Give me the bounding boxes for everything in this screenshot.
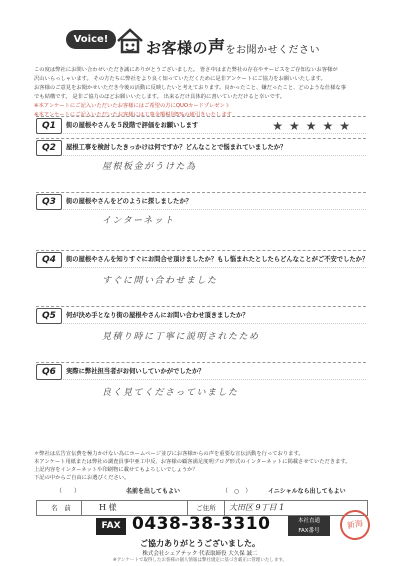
initial-option-label: イニシャルなら出してもよい [268, 488, 346, 495]
house-icon [116, 27, 144, 55]
question-header [36, 139, 366, 156]
intro-line: でも結構です。 是非ご協力のほどお願いいたします。 出来るだけ具体的に書いていただけると幸いです。 [34, 94, 286, 100]
name-option-label: 名前を出してもよい [126, 488, 181, 495]
note-line: 下記の中からご自由にお選びください。 [34, 475, 130, 481]
fax-logo: FAX [96, 518, 126, 535]
question-header [36, 363, 366, 380]
page-title [146, 33, 320, 58]
address-field[interactable]: 大田区 9丁目 1 [229, 503, 285, 512]
title-part-1: お客様の [146, 39, 209, 57]
title-part-2: 声 [208, 38, 226, 58]
question-tag: Q5 [36, 308, 62, 324]
question-header [36, 307, 366, 324]
note-line: 上記内容をインターネットや印刷物に載せてもよろしいでしょうか？ [34, 467, 198, 473]
question-tag: Q1 [36, 118, 62, 134]
voice-badge: Voice! [66, 30, 116, 49]
fax-tag-line: FAX番号 [298, 528, 320, 534]
address-label: ご住所 [187, 501, 225, 515]
fax-tag-line: 本社直通 [297, 518, 320, 524]
question-text: 街の屋根やさんをどのように探しましたか？ [66, 198, 192, 205]
answer-text: 見積り時に丁寧に説明されたため [102, 332, 260, 342]
question-q3 [36, 192, 366, 243]
title-part-3: をお聞かせください [225, 45, 321, 56]
answer-text: インターネット [102, 216, 175, 226]
question-text: 街の屋根やさんを５段階で評価をお願いします [66, 122, 199, 129]
intro-note: ※本アンケートにご記入いただいたお客様にはご希望の方にQUOカードプレゼント [34, 103, 231, 109]
question-q2 [36, 138, 366, 189]
fax-number: 0438-38-3310 [132, 514, 271, 534]
question-q5 [36, 306, 366, 357]
publication-notes [34, 450, 370, 482]
question-header [36, 117, 366, 134]
question-text: 何が決め手となり街の屋根やさんにお問い合わせ頂きましたか？ [66, 312, 249, 319]
privacy-disclaimer: ※アンケートで取得したお客様の個人情報は弊社規定に基づき厳正に管理いたします。 [112, 558, 288, 563]
question-header [36, 193, 366, 210]
question-tag: Q2 [36, 140, 62, 156]
answer-text: すぐに問い合わせました [102, 276, 218, 286]
initial-option-checkbox[interactable]: （ ○ ） [222, 488, 252, 495]
question-tag: Q6 [36, 364, 62, 380]
intro-line: 沢山いらっしゃいます。 その方たちに弊社をより良く知っていただくために是非アンケートにご協力をお願いいたします。 [34, 76, 326, 82]
note-line: ＊弊社は広告宣伝費を極力かけない為にホームページ並びにお客様からの声を重要な宣伝活動を行っております。 [34, 451, 304, 457]
star-rating[interactable]: ★★★★★ [272, 119, 356, 133]
intro-line: お客様のご意見をお聞かせいただき今後の活動に反映したいと考えております。良かったこと、嫌だったこと、どのような仕様な事 [34, 85, 347, 91]
question-q1 [36, 116, 366, 137]
question-header [36, 251, 369, 268]
name-option-checkbox[interactable]: （ ） [56, 488, 81, 495]
intro-note: ※本アンケートにご記入いただいたお客様には工事金額税別5%の値引きいたします [34, 112, 232, 118]
name-field[interactable]: H 様 [99, 503, 117, 512]
closing-thanks: ご協力ありがとうございました。 [140, 539, 260, 548]
question-text: 実際に弊社担当者がお伺いしていかがでしたか？ [66, 368, 205, 375]
intro-line: この度は弊社にお問い合わせいただき誠にありがとうございました。 皆さ中はまた弊社の存在やサービスをご存知ないお客様が [34, 67, 338, 73]
answer-text: 屋根板金がうけた為 [102, 162, 197, 172]
fax-tag [288, 516, 330, 536]
company-name: 株式会社シェアテック 代表取締役 大久保 誠二 [142, 551, 258, 557]
intro-text [34, 66, 370, 120]
answer-text: 良く見てくださっていました [102, 388, 239, 398]
note-line: 本アンケート用紙または弊社の調査員事中亜工中反、お客様の顧客満足度明ブログ形式のインターネットに掲載させていただきます。 [34, 459, 351, 465]
name-label: 名 前 [41, 501, 82, 515]
question-tag: Q4 [36, 252, 62, 268]
seal-stamp: 新海 [338, 508, 373, 543]
question-q6 [36, 362, 366, 443]
question-text: 屋根工事を検討したきっかけは何ですか？どんなことで悩まれていましたか？ [66, 144, 287, 151]
question-q4 [36, 250, 369, 301]
question-tag: Q3 [36, 194, 62, 210]
consent-options [36, 486, 366, 498]
question-text: 街の屋根やさんを知りすぐにお問合せ頂けましたか？もし悩まれたとしたらどんなことがご不安でしたか？ [66, 256, 369, 263]
